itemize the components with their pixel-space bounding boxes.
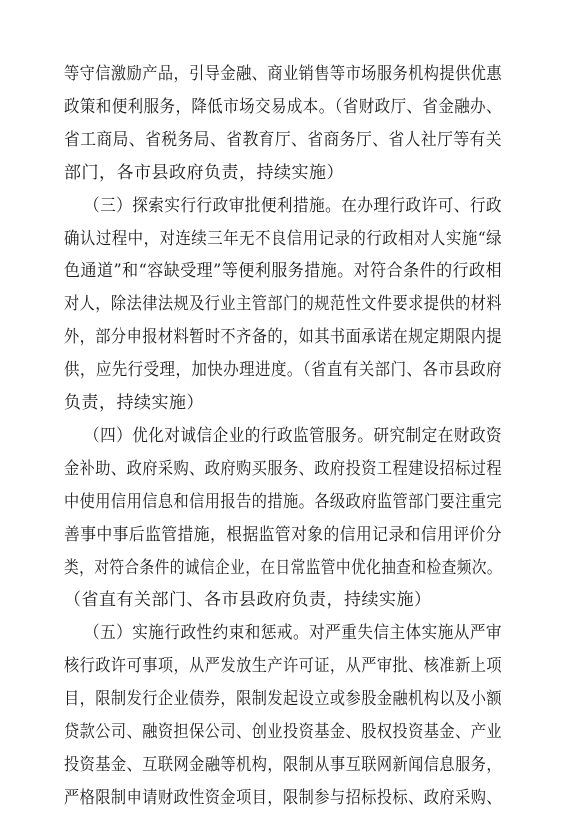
text-line-content: 确认过程中，对连续三年无不良信用记录的行政相对人实施“绿 bbox=[64, 229, 503, 249]
text-line bbox=[0, 58, 564, 90]
text-line bbox=[0, 354, 564, 386]
text-line bbox=[0, 749, 564, 781]
text-line-content: 政策和便利服务，降低市场交易成本。（省财政厅、省金融办、 bbox=[64, 97, 503, 117]
text-line bbox=[0, 91, 564, 123]
text-line bbox=[0, 683, 564, 715]
text-line-content: 负责，持续实施） bbox=[64, 393, 204, 413]
text-line bbox=[0, 519, 564, 551]
text-line-content: 贷款公司、融资担保公司、创业投资基金、股权投资基金、产业 bbox=[64, 722, 503, 742]
text-line-content: 投资基金、互联网金融等机构，限制从事互联网新闻信息服务， bbox=[64, 755, 503, 775]
text-line-content: （三）探索实行行政审批便利措施。在办理行政许可、行政 bbox=[84, 196, 503, 216]
text-line bbox=[0, 552, 564, 584]
text-line-content: （五）实施行政性约束和惩戒。对严重失信主体实施从严审 bbox=[84, 623, 503, 643]
text-line bbox=[0, 782, 564, 814]
text-line-content: 核行政许可事项，从严发放生产许可证，从严审批、核准新上项 bbox=[64, 656, 503, 676]
text-line-content: （省直有关部门、各市县政府负责，持续实施） bbox=[64, 590, 432, 610]
text-line-content: 供，应先行受理，加快办理进度。（省直有关部门、各市县政府 bbox=[64, 360, 503, 380]
text-line bbox=[0, 288, 564, 320]
text-line bbox=[0, 617, 564, 649]
text-line-content: 金补助、政府采购、政府购买服务、政府投资工程建设招标过程 bbox=[64, 459, 503, 479]
text-line-content: 对人，除法律法规及行业主管部门的规范性文件要求提供的材料 bbox=[64, 294, 503, 314]
text-line-content: 外，部分申报材料暂时不齐备的，如其书面承诺在规定期限内提 bbox=[64, 327, 503, 347]
text-line bbox=[0, 486, 564, 518]
text-line bbox=[0, 584, 564, 616]
text-line-content: （四）优化对诚信企业的行政监管服务。研究制定在财政资 bbox=[84, 426, 503, 446]
text-line-content: 等守信激励产品，引导金融、商业销售等市场服务机构提供优惠 bbox=[64, 64, 503, 84]
text-line bbox=[0, 716, 564, 748]
text-line bbox=[0, 321, 564, 353]
text-line-content: 目，限制发行企业债券，限制发起设立或参股金融机构以及小额 bbox=[64, 689, 503, 709]
text-line-content: 严格限制申请财政性资金项目，限制参与招标投标、政府采购、 bbox=[64, 788, 503, 808]
text-line bbox=[0, 124, 564, 156]
text-line bbox=[0, 157, 564, 189]
text-line bbox=[0, 255, 564, 287]
text-line bbox=[0, 420, 564, 452]
text-line bbox=[0, 190, 564, 222]
text-line-content: 省工商局、省税务局、省教育厅、省商务厅、省人社厅等有关 bbox=[64, 130, 503, 150]
text-line bbox=[0, 223, 564, 255]
text-line-content: 部门，各市县政府负责，持续实施） bbox=[64, 163, 344, 183]
text-line-content: 色通道”和“容缺受理”等便利服务措施。对符合条件的行政相 bbox=[64, 261, 503, 281]
text-line bbox=[0, 387, 564, 419]
text-line-content: 中使用信用信息和信用报告的措施。各级政府监管部门要注重完 bbox=[64, 492, 503, 512]
text-line bbox=[0, 453, 564, 485]
text-line-content: 类，对符合条件的诚信企业，在日常监管中优化抽查和检查频次。 bbox=[64, 558, 503, 578]
text-line-content: 善事中事后监管措施，根据监管对象的信用记录和信用评价分 bbox=[64, 525, 503, 545]
text-line bbox=[0, 650, 564, 682]
